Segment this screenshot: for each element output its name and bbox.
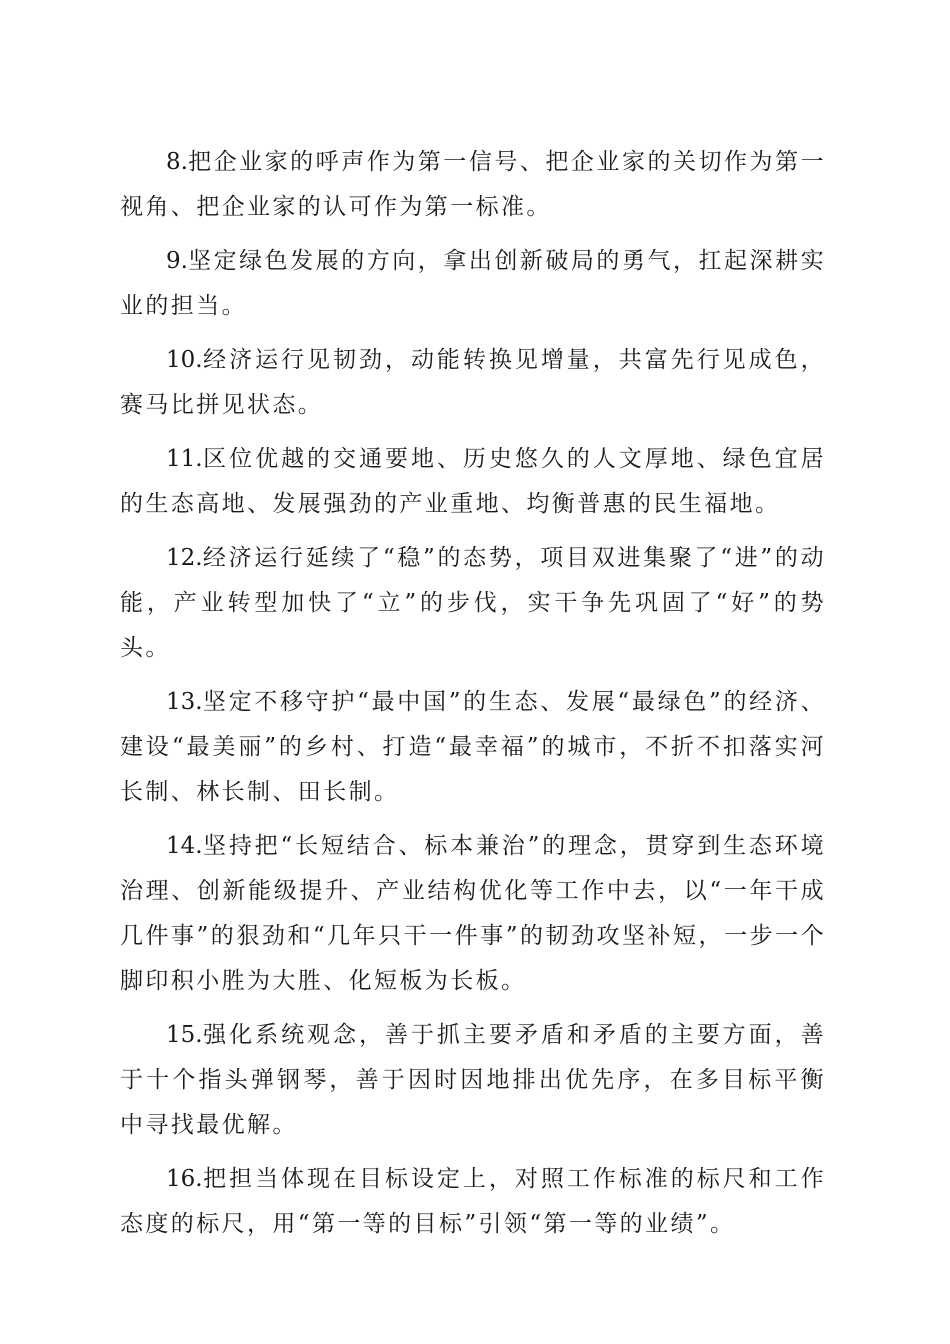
item-number: 9. <box>166 248 188 274</box>
list-item-8 <box>120 140 826 230</box>
list-item-14 <box>120 824 826 1004</box>
item-text: 把企业家的呼声作为第一信号、把企业家的关切作为第一视角、把企业家的认可作为第一标准。 <box>120 149 826 220</box>
list-item-13 <box>120 680 826 815</box>
item-text: 坚持把“长短结合、标本兼治”的理念，贯穿到生态环境治理、创新能级提升、产业结构优化等工作中去，以“一年干成几件事”的狠劲和“几年只干一件事”的韧劲攻坚补短，一步一个脚印积小胜为大胜、化短板为长板。 <box>120 833 826 994</box>
item-number: 13. <box>166 689 203 715</box>
list-item-11 <box>120 437 826 527</box>
item-text: 强化系统观念，善于抓主要矛盾和矛盾的主要方面，善于十个指头弹钢琴，善于因时因地排出优先序，在多目标平衡中寻找最优解。 <box>120 1022 826 1138</box>
item-number: 11. <box>166 446 203 472</box>
item-number: 10. <box>166 347 203 373</box>
item-text: 经济运行延续了“稳”的态势，项目双进集聚了“进”的动能，产业转型加快了“立”的步伐，实干争先巩固了“好”的势头。 <box>120 545 826 661</box>
list-item-9 <box>120 239 826 329</box>
list-item-15 <box>120 1013 826 1148</box>
item-text: 坚定绿色发展的方向，拿出创新破局的勇气，扛起深耕实业的担当。 <box>120 248 826 319</box>
item-text: 经济运行见韧劲，动能转换见增量，共富先行见成色，赛马比拼见状态。 <box>120 347 826 418</box>
item-text: 把担当体现在目标设定上，对照工作标准的标尺和工作态度的标尺，用“第一等的目标”引领“第一等的业绩”。 <box>120 1166 826 1237</box>
item-text: 区位优越的交通要地、历史悠久的人文厚地、绿色宜居的生态高地、发展强劲的产业重地、均衡普惠的民生福地。 <box>120 446 826 517</box>
item-number: 8. <box>166 149 188 175</box>
list-item-10 <box>120 338 826 428</box>
list-item-12 <box>120 536 826 671</box>
item-number: 14. <box>166 833 203 859</box>
item-number: 16. <box>166 1166 203 1192</box>
item-number: 15. <box>166 1022 203 1048</box>
item-text: 坚定不移守护“最中国”的生态、发展“最绿色”的经济、建设“最美丽”的乡村、打造“最幸福”的城市，不折不扣落实河长制、林长制、田长制。 <box>120 689 826 805</box>
item-number: 12. <box>166 545 203 571</box>
document-body <box>120 140 826 1256</box>
list-item-16 <box>120 1157 826 1247</box>
